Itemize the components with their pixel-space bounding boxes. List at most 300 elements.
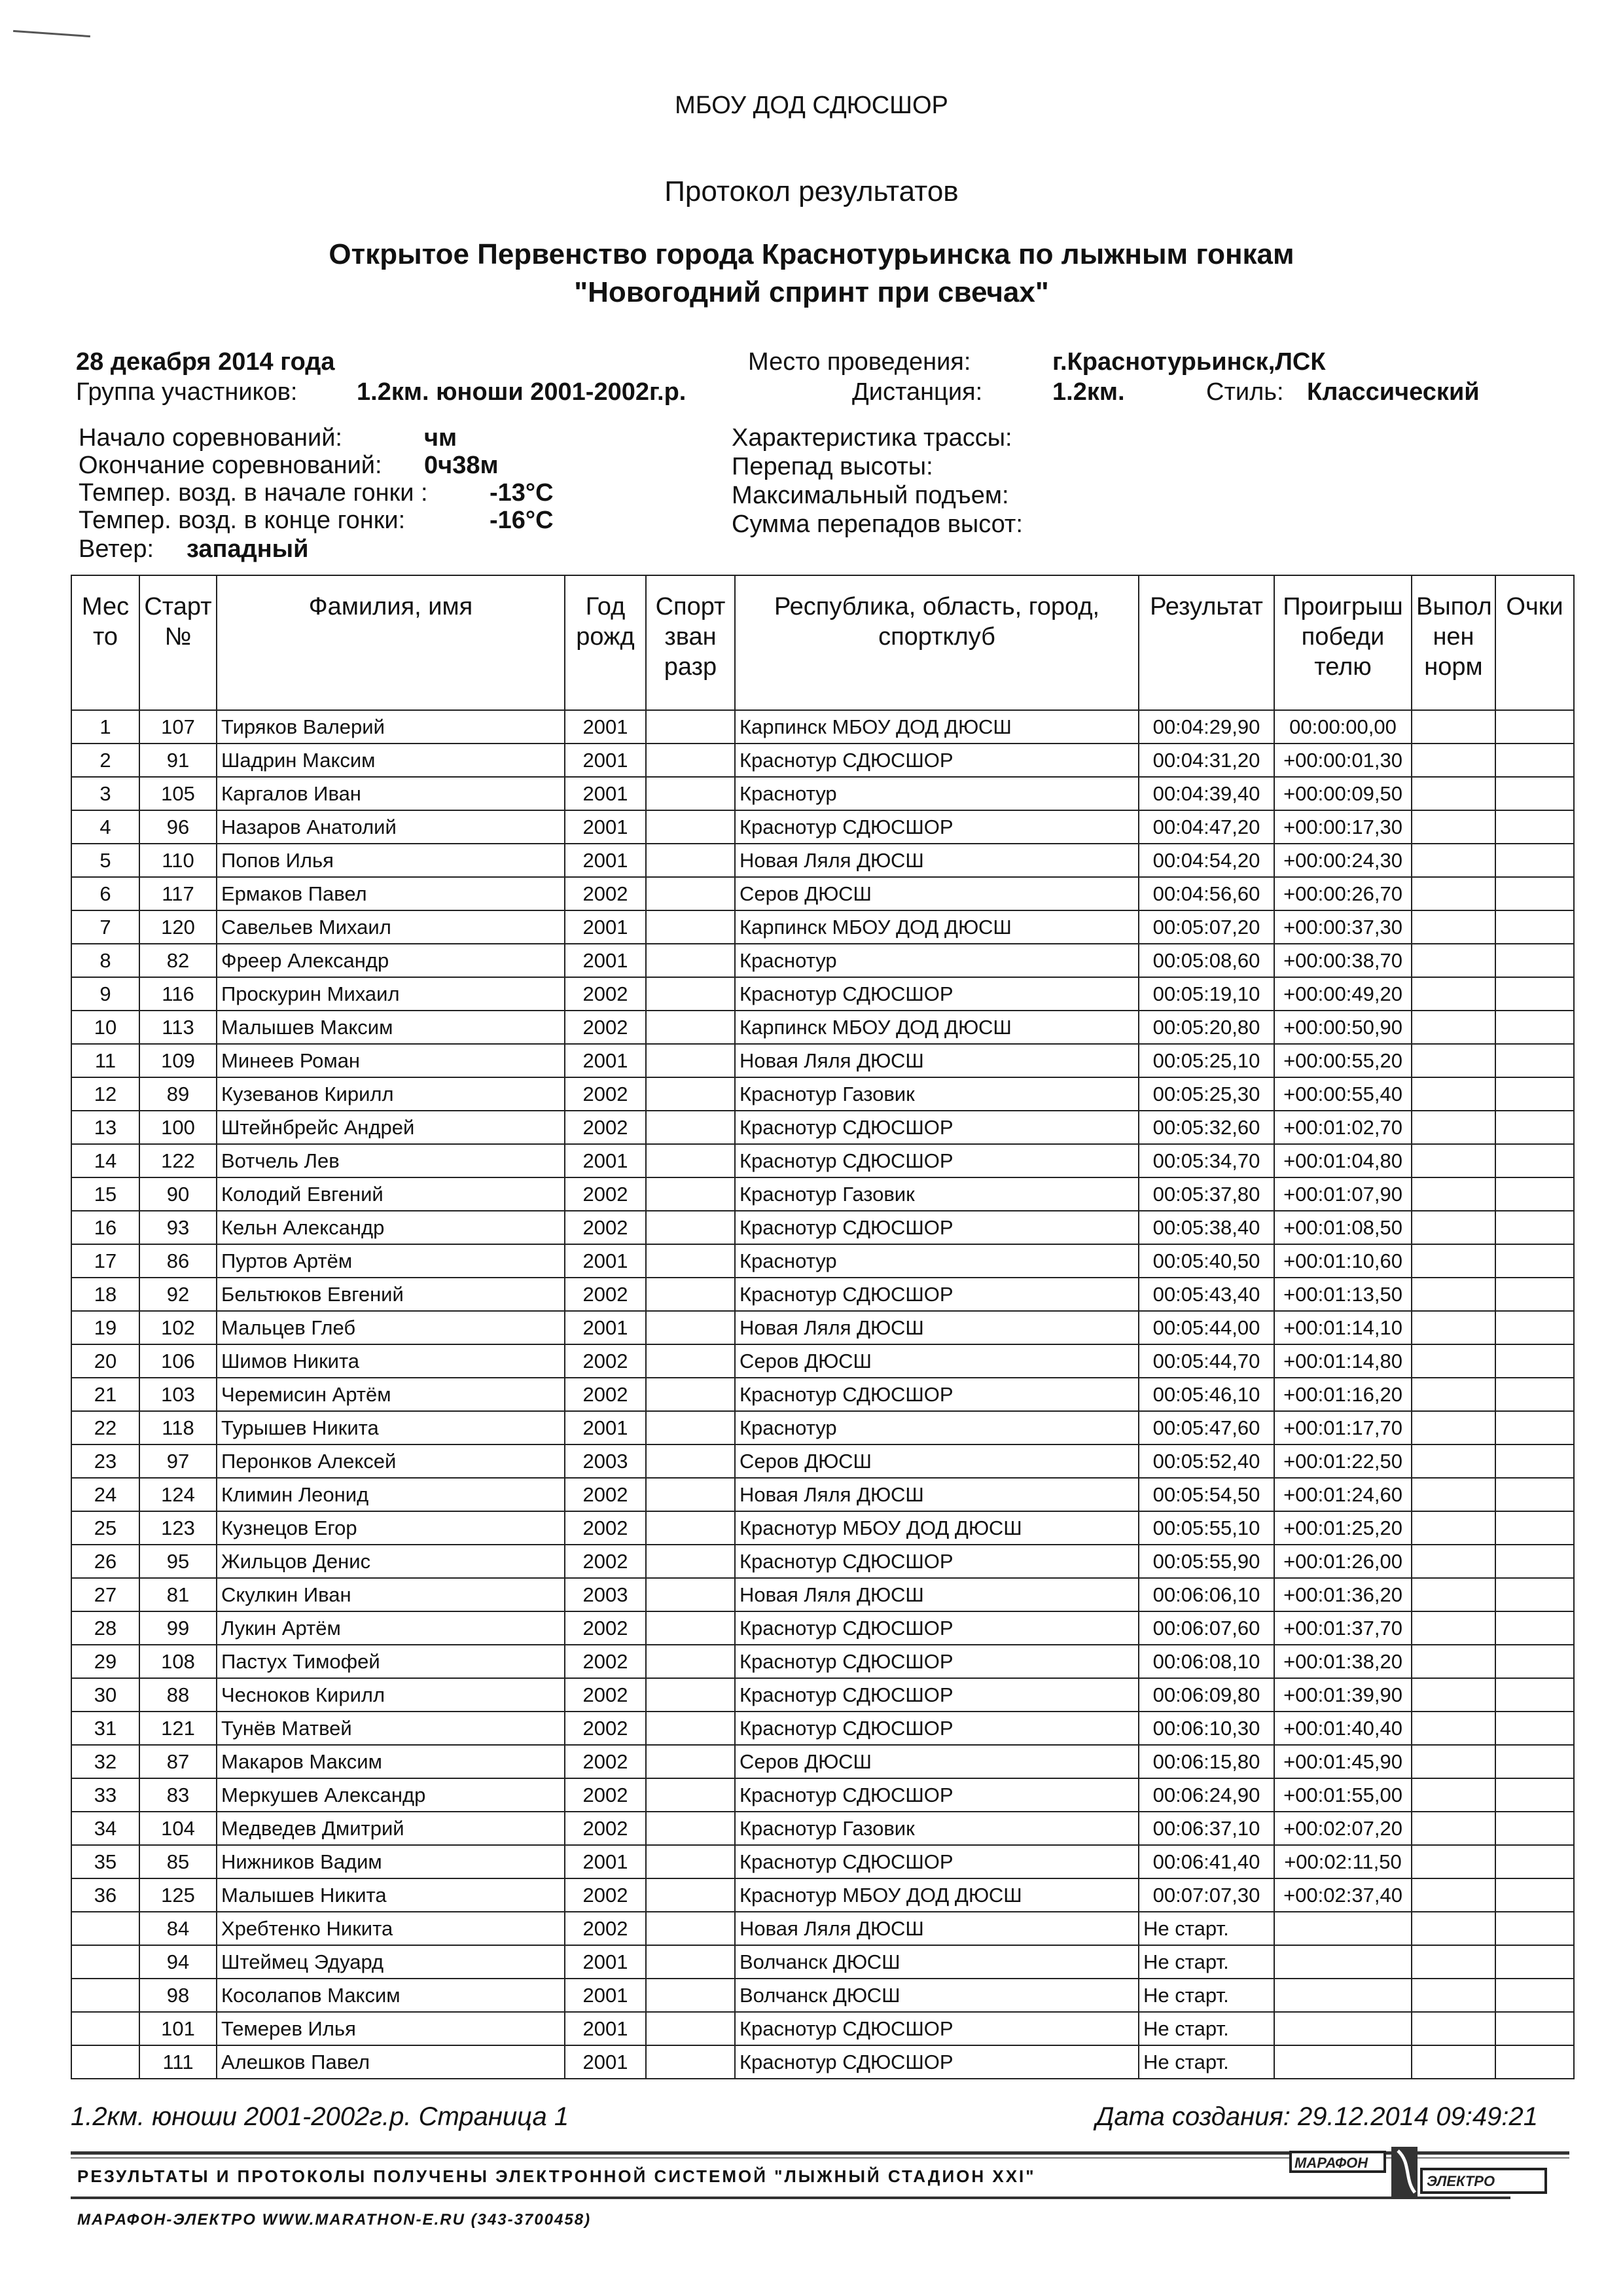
cell-time-behind [1274,1979,1412,2012]
cell-place: 8 [71,944,139,977]
cell-time-behind: +00:02:11,50 [1274,1845,1412,1878]
table-row [71,1945,1574,1979]
temp-end-value: -16°C [490,507,554,534]
cell-club: Краснотур СДЮСШОР [735,1378,1139,1411]
cell-result: 00:05:44,00 [1139,1311,1274,1344]
cell-start-number: 100 [139,1111,217,1144]
cell-points [1495,1979,1574,2012]
cell-club: Краснотур СДЮСШОР [735,1645,1139,1678]
cell-club: Краснотур СДЮСШОР [735,1678,1139,1712]
cell-club: Новая Ляля ДЮСШ [735,844,1139,877]
cell-place: 33 [71,1778,139,1812]
table-row [71,1511,1574,1545]
cell-time-behind: +00:01:40,40 [1274,1712,1412,1745]
cell-norm [1412,1511,1495,1545]
cell-start-number: 109 [139,1044,217,1077]
cell-club: Краснотур МБОУ ДОД ДЮСШ [735,1511,1139,1545]
cell-start-number: 91 [139,744,217,777]
cell-norm [1412,1778,1495,1812]
cell-start-number: 84 [139,1912,217,1945]
cell-result: 00:05:20,80 [1139,1011,1274,1044]
cell-start-number: 117 [139,877,217,910]
cell-place: 28 [71,1611,139,1645]
cell-name: Кельн Александр [217,1211,565,1244]
cell-place: 2 [71,744,139,777]
cell-place: 29 [71,1645,139,1678]
cell-time-behind: +00:00:55,20 [1274,1044,1412,1077]
group-label: Группа участников: [76,378,298,406]
cell-start-number: 98 [139,1979,217,2012]
cell-name: Штеймец Эдуард [217,1945,565,1979]
cell-start-number: 101 [139,2012,217,2045]
cell-place: 26 [71,1545,139,1578]
cell-place: 25 [71,1511,139,1545]
cell-club: Серов ДЮСШ [735,877,1139,910]
cell-points [1495,1144,1574,1177]
table-row [71,777,1574,810]
cell-birth-year: 2002 [565,1344,646,1378]
cell-club: Новая Ляля ДЮСШ [735,1311,1139,1344]
cell-name: Штейнбрейс Андрей [217,1111,565,1144]
cell-place: 27 [71,1578,139,1611]
cell-norm [1412,1678,1495,1712]
cell-birth-year: 2002 [565,1077,646,1111]
cell-name: Алешков Павел [217,2045,565,2079]
cell-club: Волчанск ДЮСШ [735,1979,1139,2012]
cell-name: Хребтенко Никита [217,1912,565,1945]
cell-name: Шадрин Максим [217,744,565,777]
cell-sport-rank [646,2045,735,2079]
cell-start-number: 95 [139,1545,217,1578]
cell-birth-year: 2001 [565,1411,646,1444]
cell-name: Черемисин Артём [217,1378,565,1411]
cell-place: 30 [71,1678,139,1712]
temp-start-label: Темпер. возд. в начале гонки : [79,479,428,507]
cell-norm [1412,1945,1495,1979]
cell-name: Скулкин Иван [217,1578,565,1611]
col-header-time-behind: Проигрыш победи телю [1274,575,1412,710]
cell-sport-rank [646,977,735,1011]
cell-points [1495,1444,1574,1478]
cell-place: 18 [71,1278,139,1311]
cell-birth-year: 2002 [565,1111,646,1144]
competition-title-line1: Открытое Первенство города Краснотурьинска по лыжным гонкам [329,238,1294,270]
cell-name: Тунёв Матвей [217,1712,565,1745]
cell-norm [1412,944,1495,977]
table-row [71,1478,1574,1511]
cell-club: Краснотур СДЮСШОР [735,1211,1139,1244]
cell-club: Краснотур СДЮСШОР [735,1545,1139,1578]
cell-birth-year: 2001 [565,2045,646,2079]
cell-time-behind: +00:01:37,70 [1274,1611,1412,1645]
cell-time-behind: +00:02:07,20 [1274,1812,1412,1845]
cell-club: Новая Ляля ДЮСШ [735,1044,1139,1077]
table-row [71,1578,1574,1611]
cell-sport-rank [646,844,735,877]
cell-result: 00:06:08,10 [1139,1645,1274,1678]
cell-norm [1412,844,1495,877]
cell-birth-year: 2001 [565,1945,646,1979]
cell-start-number: 81 [139,1578,217,1611]
cell-start-number: 105 [139,777,217,810]
cell-time-behind: +00:01:22,50 [1274,1444,1412,1478]
cell-club: Серов ДЮСШ [735,1344,1139,1378]
cell-start-number: 86 [139,1244,217,1278]
cell-result: Не старт. [1139,2012,1274,2045]
cell-birth-year: 2001 [565,777,646,810]
cell-points [1495,777,1574,810]
cell-birth-year: 2002 [565,877,646,910]
cell-result: 00:04:54,20 [1139,844,1274,877]
cell-time-behind: +00:01:10,60 [1274,1244,1412,1278]
cell-birth-year: 2002 [565,1378,646,1411]
cell-place [71,1912,139,1945]
cell-place: 9 [71,977,139,1011]
cell-sport-rank [646,1444,735,1478]
cell-name: Перонков Алексей [217,1444,565,1478]
cell-name: Меркушев Александр [217,1778,565,1812]
table-row [71,1177,1574,1211]
table-row [71,1878,1574,1912]
cell-club: Серов ДЮСШ [735,1444,1139,1478]
cell-points [1495,1244,1574,1278]
cell-result: Не старт. [1139,1979,1274,2012]
cell-result: 00:05:25,10 [1139,1044,1274,1077]
cell-sport-rank [646,1478,735,1511]
cell-birth-year: 2002 [565,1745,646,1778]
cell-time-behind [1274,2012,1412,2045]
cell-result: 00:05:37,80 [1139,1177,1274,1211]
cell-time-behind: +00:01:38,20 [1274,1645,1412,1678]
cell-points [1495,1712,1574,1745]
cell-time-behind: +00:01:14,80 [1274,1344,1412,1378]
cell-start-number: 104 [139,1812,217,1845]
cell-club: Краснотур СДЮСШОР [735,810,1139,844]
cell-start-number: 113 [139,1011,217,1044]
cell-norm [1412,977,1495,1011]
table-row [71,1778,1574,1812]
cell-birth-year: 2001 [565,910,646,944]
cell-place: 15 [71,1177,139,1211]
system-contact: МАРАФОН-ЭЛЕКТРО WWW.MARATHON-E.RU (343-3700458) [77,2211,592,2229]
col-header-points: Очки [1495,575,1574,710]
cell-place: 20 [71,1344,139,1378]
cell-birth-year: 2002 [565,1611,646,1645]
place-label: Место проведения: [748,348,971,376]
table-row [71,1278,1574,1311]
cell-place [71,1945,139,1979]
table-row [71,1411,1574,1444]
cell-time-behind: +00:00:50,90 [1274,1011,1412,1044]
cell-norm [1412,2045,1495,2079]
distance-label: Дистанция: [852,378,983,406]
cell-birth-year: 2002 [565,1912,646,1945]
cell-birth-year: 2002 [565,1545,646,1578]
table-row [71,1912,1574,1945]
cell-norm [1412,2012,1495,2045]
cell-sport-rank [646,1778,735,1812]
cell-start-number: 93 [139,1211,217,1244]
cell-place: 1 [71,710,139,744]
table-row [71,1044,1574,1077]
cell-time-behind: +00:01:17,70 [1274,1411,1412,1444]
cell-norm [1412,1979,1495,2012]
cell-points [1495,810,1574,844]
cell-norm [1412,1011,1495,1044]
cell-points [1495,1745,1574,1778]
cell-start-number: 83 [139,1778,217,1812]
table-row [71,1378,1574,1411]
cell-club: Краснотур Газовик [735,1812,1139,1845]
cell-norm [1412,777,1495,810]
cell-points [1495,1278,1574,1311]
cell-norm [1412,1411,1495,1444]
cell-result: 00:06:06,10 [1139,1578,1274,1611]
cell-birth-year: 2001 [565,1979,646,2012]
logo-text-1: МАРАФОН [1294,2155,1368,2171]
wind-label: Ветер: [79,535,154,563]
cell-norm [1412,910,1495,944]
cell-time-behind: +00:01:24,60 [1274,1478,1412,1511]
cell-sport-rank [646,2012,735,2045]
cell-points [1495,877,1574,910]
cell-start-number: 111 [139,2045,217,2079]
cell-club: Краснотур МБОУ ДОД ДЮСШ [735,1878,1139,1912]
cell-norm [1412,1611,1495,1645]
cell-sport-rank [646,1845,735,1878]
cell-name: Медведев Дмитрий [217,1812,565,1845]
cell-name: Проскурин Михаил [217,977,565,1011]
cell-start-number: 94 [139,1945,217,1979]
style-label: Стиль: [1206,378,1284,406]
cell-place: 21 [71,1378,139,1411]
cell-sport-rank [646,1244,735,1278]
wind-value: западный [187,535,309,563]
cell-sport-rank [646,1645,735,1678]
cell-time-behind: +00:00:26,70 [1274,877,1412,910]
cell-points [1495,1111,1574,1144]
cell-points [1495,1311,1574,1344]
cell-points [1495,710,1574,744]
table-row [71,744,1574,777]
cell-name: Шимов Никита [217,1344,565,1378]
height-diff-label: Перепад высоты: [732,453,933,480]
cell-norm [1412,1812,1495,1845]
cell-norm [1412,1378,1495,1411]
cell-start-number: 121 [139,1712,217,1745]
end-value: 0ч38м [424,452,499,479]
table-row [71,1979,1574,2012]
cell-points [1495,1678,1574,1712]
cell-sport-rank [646,1745,735,1778]
cell-name: Косолапов Максим [217,1979,565,2012]
competition-title-line2: "Новогодний спринт при свечах" [574,276,1049,308]
cell-result: 00:06:10,30 [1139,1712,1274,1745]
cell-name: Чесноков Кирилл [217,1678,565,1712]
cell-club: Краснотур СДЮСШОР [735,977,1139,1011]
cell-name: Пастух Тимофей [217,1645,565,1678]
cell-club: Краснотур СДЮСШОР [735,1144,1139,1177]
table-row [71,2012,1574,2045]
cell-place: 7 [71,910,139,944]
total-climb-label: Сумма перепадов высот: [732,511,1023,538]
cell-place: 36 [71,1878,139,1912]
group-value: 1.2км. юноши 2001-2002г.р. [357,378,687,406]
cell-club: Краснотур СДЮСШОР [735,1611,1139,1645]
cell-points [1495,1578,1574,1611]
temp-end-label: Темпер. возд. в конце гонки: [79,507,406,534]
table-row [71,944,1574,977]
table-row [71,1645,1574,1678]
cell-sport-rank [646,777,735,810]
cell-birth-year: 2002 [565,1678,646,1712]
cell-club: Краснотур СДЮСШОР [735,744,1139,777]
marathon-electro-logo [1287,2143,1561,2199]
cell-place: 24 [71,1478,139,1511]
cell-result: 00:05:40,50 [1139,1244,1274,1278]
cell-birth-year: 2002 [565,1778,646,1812]
cell-start-number: 118 [139,1411,217,1444]
cell-name: Пуртов Артём [217,1244,565,1278]
cell-time-behind: 00:00:00,00 [1274,710,1412,744]
cell-place: 11 [71,1044,139,1077]
cell-norm [1412,1645,1495,1678]
table-row [71,1211,1574,1244]
cell-result: 00:05:46,10 [1139,1378,1274,1411]
cell-time-behind: +00:01:04,80 [1274,1144,1412,1177]
cell-start-number: 87 [139,1745,217,1778]
cell-time-behind: +00:00:55,40 [1274,1077,1412,1111]
cell-club: Карпинск МБОУ ДОД ДЮСШ [735,910,1139,944]
page-label: 1.2км. юноши 2001-2002г.р. Страница 1 [71,2102,569,2131]
cell-sport-rank [646,1144,735,1177]
cell-name: Попов Илья [217,844,565,877]
cell-points [1495,1778,1574,1812]
cell-birth-year: 2001 [565,1311,646,1344]
cell-place: 12 [71,1077,139,1111]
cell-name: Фреер Александр [217,944,565,977]
cell-result: Не старт. [1139,1945,1274,1979]
cell-birth-year: 2002 [565,1278,646,1311]
cell-place: 32 [71,1745,139,1778]
cell-club: Карпинск МБОУ ДОД ДЮСШ [735,1011,1139,1044]
cell-points [1495,1411,1574,1444]
table-header-row [71,575,1574,710]
table-row [71,1344,1574,1378]
cell-birth-year: 2002 [565,1712,646,1745]
cell-sport-rank [646,910,735,944]
cell-sport-rank [646,877,735,910]
cell-time-behind: +00:01:08,50 [1274,1211,1412,1244]
cell-time-behind: +00:01:26,00 [1274,1545,1412,1578]
cell-birth-year: 2002 [565,1478,646,1511]
cell-time-behind: +00:00:37,30 [1274,910,1412,944]
cell-result: 00:05:54,50 [1139,1478,1274,1511]
cell-birth-year: 2002 [565,1011,646,1044]
table-row [71,1678,1574,1712]
table-row [71,1077,1574,1111]
table-row [71,710,1574,744]
cell-start-number: 108 [139,1645,217,1678]
cell-name: Колодий Евгений [217,1177,565,1211]
cell-name: Макаров Максим [217,1745,565,1778]
cell-birth-year: 2003 [565,1444,646,1478]
table-row [71,1812,1574,1845]
cell-norm [1412,1177,1495,1211]
cell-points [1495,744,1574,777]
cell-start-number: 102 [139,1311,217,1344]
max-climb-label: Максимальный подъем: [732,482,1009,509]
cell-name: Малышев Максим [217,1011,565,1044]
cell-time-behind: +00:01:25,20 [1274,1511,1412,1545]
cell-start-number: 106 [139,1344,217,1378]
system-note: РЕЗУЛЬТАТЫ И ПРОТОКОЛЫ ПОЛУЧЕНЫ ЭЛЕКТРОННОЙ СИСТЕМОЙ "ЛЫЖНЫЙ СТАДИОН XXI" [77,2166,1036,2186]
cell-norm [1412,1478,1495,1511]
cell-result: 00:06:15,80 [1139,1745,1274,1778]
document-title: Протокол результатов [664,175,959,207]
cell-points [1495,1378,1574,1411]
cell-start-number: 88 [139,1678,217,1712]
cell-name: Бельтюков Евгений [217,1278,565,1311]
cell-result: 00:06:41,40 [1139,1845,1274,1878]
cell-points [1495,1645,1574,1678]
cell-sport-rank [646,1344,735,1378]
col-header-sport-rank: Спорт зван разр [646,575,735,710]
cell-time-behind: +00:02:37,40 [1274,1878,1412,1912]
cell-start-number: 116 [139,977,217,1011]
table-row [71,1444,1574,1478]
cell-points [1495,1812,1574,1845]
cell-place: 16 [71,1211,139,1244]
cell-points [1495,1878,1574,1912]
cell-norm [1412,1044,1495,1077]
cell-result: Не старт. [1139,2045,1274,2079]
cell-sport-rank [646,1411,735,1444]
cell-sport-rank [646,744,735,777]
table-row [71,1244,1574,1278]
cell-norm [1412,1311,1495,1344]
cell-norm [1412,1444,1495,1478]
table-row [71,810,1574,844]
cell-club: Краснотур СДЮСШОР [735,1278,1139,1311]
cell-place [71,2012,139,2045]
cell-birth-year: 2002 [565,1812,646,1845]
cell-name: Кузеванов Кирилл [217,1077,565,1111]
cell-sport-rank [646,1878,735,1912]
cell-result: 00:04:39,40 [1139,777,1274,810]
cell-result: Не старт. [1139,1912,1274,1945]
col-header-place: Мес то [71,575,139,710]
cell-birth-year: 2003 [565,1578,646,1611]
cell-club: Новая Ляля ДЮСШ [735,1578,1139,1611]
cell-points [1495,1177,1574,1211]
cell-sport-rank [646,1912,735,1945]
cell-time-behind: +00:01:16,20 [1274,1378,1412,1411]
cell-place: 34 [71,1812,139,1845]
cell-points [1495,844,1574,877]
cell-club: Краснотур СДЮСШОР [735,1845,1139,1878]
cell-result: 00:05:55,10 [1139,1511,1274,1545]
cell-time-behind: +00:01:07,90 [1274,1177,1412,1211]
cell-club: Волчанск ДЮСШ [735,1945,1139,1979]
cell-place: 3 [71,777,139,810]
cell-start-number: 92 [139,1278,217,1311]
cell-result: 00:05:07,20 [1139,910,1274,944]
place-value: г.Краснотурьинск,ЛСК [1052,348,1326,376]
cell-result: 00:06:24,90 [1139,1778,1274,1812]
cell-birth-year: 2002 [565,1177,646,1211]
cell-place: 14 [71,1144,139,1177]
